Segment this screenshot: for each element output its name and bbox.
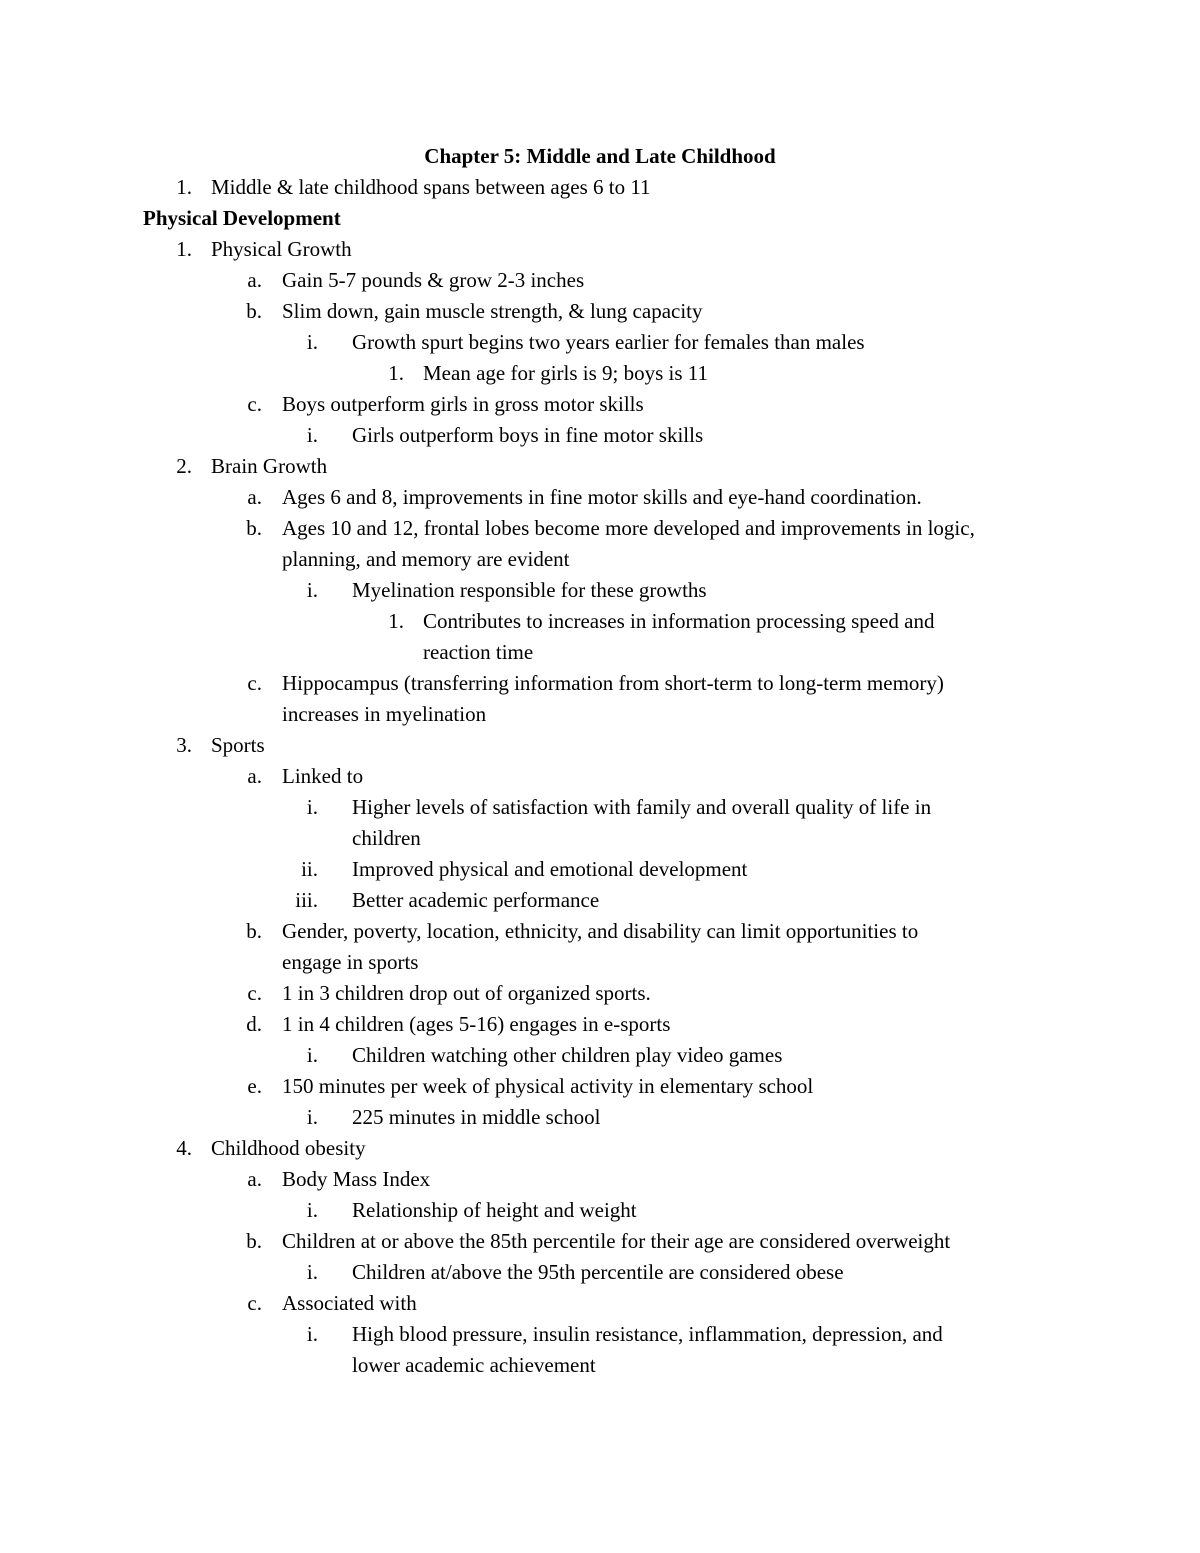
list-marker: 4. — [176, 1136, 192, 1160]
list-item-text: reaction time — [423, 640, 534, 664]
list-marker: 3. — [176, 733, 192, 757]
list-marker: 1. — [388, 361, 404, 385]
list-marker: d. — [246, 1012, 262, 1036]
list-marker: a. — [247, 268, 262, 292]
list-item-text: Mean age for girls is 9; boys is 11 — [423, 361, 709, 385]
list-marker: b. — [246, 919, 262, 943]
list-marker: c. — [247, 1291, 262, 1315]
list-marker: c. — [247, 981, 262, 1005]
list-item-text: 225 minutes in middle school — [352, 1105, 601, 1129]
list-item-text: Boys outperform girls in gross motor skills — [282, 392, 644, 416]
page-title: Chapter 5: Middle and Late Childhood — [424, 144, 776, 168]
list-item-text: Sports — [211, 733, 265, 757]
list-item-text: planning, and memory are evident — [282, 547, 570, 571]
list-item-text: High blood pressure, insulin resistance, inflammation, depression, and — [352, 1322, 943, 1346]
list-marker: 1. — [176, 175, 192, 199]
list-item-text: Children at/above the 95th percentile are considered obese — [352, 1260, 844, 1284]
list-item-text: Better academic performance — [352, 888, 600, 912]
list-item-text: Hippocampus (transferring information from short-term to long-term memory) — [282, 671, 944, 695]
list-item-text: Body Mass Index — [282, 1167, 431, 1191]
list-marker: ii. — [301, 857, 318, 881]
list-item-text: Brain Growth — [211, 454, 328, 478]
list-item-text: Higher levels of satisfaction with family and overall quality of life in — [352, 795, 932, 819]
list-item-text: Childhood obesity — [211, 1136, 366, 1160]
list-item-text: Children at or above the 85th percentile for their age are considered overweight — [282, 1229, 951, 1253]
list-item-text: 150 minutes per week of physical activity in elementary school — [282, 1074, 814, 1098]
list-marker: iii. — [295, 888, 318, 912]
list-marker: 1. — [176, 237, 192, 261]
list-marker: e. — [247, 1074, 262, 1098]
list-item-text: Physical Growth — [211, 237, 352, 261]
list-marker: a. — [247, 1167, 262, 1191]
list-marker: b. — [246, 516, 262, 540]
list-item-text: Linked to — [282, 764, 364, 788]
list-marker: c. — [247, 392, 262, 416]
list-item-text: 1 in 3 children drop out of organized sports. — [282, 981, 651, 1005]
list-marker: i. — [306, 578, 318, 602]
list-marker: i. — [306, 330, 318, 354]
list-item-text: Girls outperform boys in fine motor skills — [352, 423, 704, 447]
list-item-text: Children watching other children play video games — [352, 1043, 783, 1067]
list-marker: i. — [306, 1322, 318, 1346]
list-marker: b. — [246, 299, 262, 323]
list-marker: 1. — [388, 609, 404, 633]
list-marker: i. — [306, 1043, 318, 1067]
list-item-text: Middle & late childhood spans between ages 6 to 11 — [211, 175, 651, 199]
list-item-text: Associated with — [282, 1291, 417, 1315]
list-marker: 2. — [176, 454, 192, 478]
section-heading: Physical Development — [143, 206, 341, 230]
list-item-text: engage in sports — [282, 950, 419, 974]
list-marker: a. — [247, 485, 262, 509]
list-marker: i. — [306, 1260, 318, 1284]
list-item-text: Slim down, gain muscle strength, & lung capacity — [282, 299, 703, 323]
list-marker: c. — [247, 671, 262, 695]
list-item-text: Myelination responsible for these growths — [352, 578, 707, 602]
list-item-text: lower academic achievement — [352, 1353, 596, 1377]
list-item-text: Gain 5-7 pounds & grow 2-3 inches — [282, 268, 585, 292]
list-item-text: 1 in 4 children (ages 5-16) engages in e-sports — [282, 1012, 671, 1036]
list-item-text: Gender, poverty, location, ethnicity, and disability can limit opportunities to — [282, 919, 919, 943]
list-marker: b. — [246, 1229, 262, 1253]
list-item-text: increases in myelination — [282, 702, 487, 726]
list-marker: i. — [306, 1105, 318, 1129]
list-item-text: Ages 10 and 12, frontal lobes become more developed and improvements in logic, — [282, 516, 975, 540]
list-item-text: Relationship of height and weight — [352, 1198, 637, 1222]
list-item-text: Growth spurt begins two years earlier for females than males — [352, 330, 865, 354]
list-marker: i. — [306, 423, 318, 447]
list-marker: i. — [306, 1198, 318, 1222]
list-item-text: children — [352, 826, 421, 850]
list-item-text: Improved physical and emotional development — [352, 857, 748, 881]
list-item-text: Ages 6 and 8, improvements in fine motor skills and eye-hand coordination. — [282, 485, 922, 509]
list-item-text: Contributes to increases in information processing speed and — [423, 609, 935, 633]
list-marker: a. — [247, 764, 262, 788]
list-marker: i. — [306, 795, 318, 819]
